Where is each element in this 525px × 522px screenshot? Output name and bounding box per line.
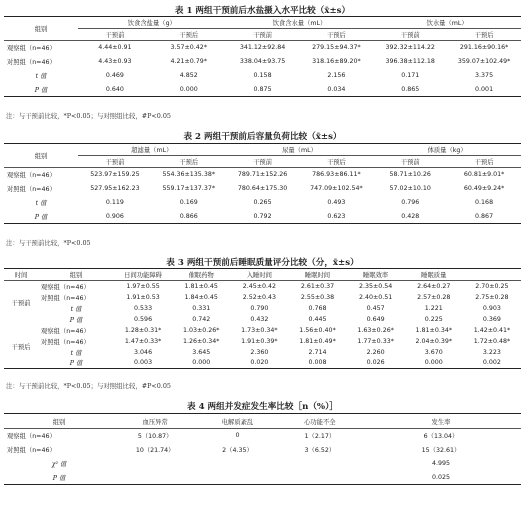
table2-subheader: 干预后: [179, 159, 199, 166]
table3-header: 睡眠时间: [304, 272, 331, 279]
table-cell: 2.61±0.37: [300, 282, 335, 290]
table-cell: 0.640: [105, 85, 124, 93]
table-cell: 392.32±114.22: [385, 44, 435, 52]
table-cell: 1.81±0.45: [184, 282, 218, 290]
table-cell: 1.97±0.55: [126, 282, 160, 290]
table-cell: 0.903: [482, 304, 501, 312]
table-cell: 523.97±159.25: [90, 171, 140, 179]
table-cell: 1.56±0.40*: [299, 326, 336, 334]
table-cell: 279.15±94.37*: [312, 44, 361, 52]
table-cell: 2.55±0.38: [300, 293, 335, 301]
table3-time-before: 干预前: [11, 300, 31, 308]
row-label: 对照组（n=46）: [7, 59, 56, 66]
table1-subheader: 干预后: [179, 32, 199, 39]
table3-header: 入睡时间: [246, 272, 272, 279]
table-cell: 0.768: [308, 304, 327, 312]
table2-subheader: 干预前: [400, 159, 420, 166]
table-cell: 5（10.87）: [137, 433, 173, 441]
table-cell: 10（21.74）: [135, 447, 175, 454]
table-cell: 0.020: [250, 359, 269, 367]
row-label: 对照组（n=46）: [41, 294, 90, 302]
table-cell: 0.428: [401, 212, 420, 220]
table-row: [4, 83, 521, 97]
table-cell: 2.64±0.27: [417, 282, 451, 290]
table-cell: 0.171: [401, 72, 420, 79]
row-label: P 值: [34, 86, 48, 94]
table-cell: 0.469: [105, 72, 124, 79]
table1-subheader: 干预后: [474, 32, 494, 39]
table-cell: 2.156: [327, 72, 346, 79]
row-label: P 值: [34, 213, 48, 221]
table-cell: 0.003: [134, 359, 153, 367]
table-cell: 0.025: [431, 473, 451, 481]
table-row: [4, 358, 521, 369]
table-cell: 0.119: [105, 199, 124, 206]
table-cell: 0.796: [401, 199, 420, 206]
table3-note: 注：与干预前比较，*P<0.05；与对照组比较，#P<0.05: [6, 382, 171, 390]
row-label: 观察组（n=46）: [7, 45, 56, 53]
table-cell: 1.221: [424, 304, 443, 312]
row-label: P 值: [52, 474, 66, 482]
table-cell: 2（4.35）: [222, 447, 253, 454]
table-cell: 58.71±10.26: [389, 171, 431, 179]
table-cell: 0: [235, 432, 240, 440]
table-cell: 747.09±102.54*: [310, 185, 363, 192]
table-cell: [279, 457, 361, 471]
table2-colgroup-urine: 尿量（mL）: [226, 144, 374, 156]
table-cell: 1.77±0.33*: [357, 337, 394, 345]
table-cell: 1.91±0.53: [126, 293, 160, 301]
table-cell: [114, 471, 196, 485]
table-row: [4, 429, 521, 443]
table4-header: 血压异常: [142, 418, 168, 426]
table-cell: 0.445: [308, 315, 327, 323]
table-cell: 1.63±0.26*: [357, 326, 394, 334]
table4-title: 表 4 两组并发症发生率比较［n（%）］: [187, 402, 338, 412]
table-cell: 2.714: [308, 348, 327, 356]
table-cell: 0.866: [179, 212, 198, 220]
table-cell: 2.52±0.43: [242, 293, 277, 301]
table-cell: 2.75±0.28: [475, 293, 509, 301]
table-cell: 1.81±0.49*: [299, 337, 336, 345]
table2-subheader: 干预前: [105, 159, 125, 166]
table-row: [4, 196, 521, 210]
table-cell: 0.169: [179, 199, 198, 206]
table3-header-time: 时间: [14, 272, 28, 279]
table-row: [4, 182, 521, 196]
table4-header-group: 组别: [52, 418, 66, 426]
table-cell: 0.225: [424, 315, 443, 323]
table-cell: 2.360: [250, 348, 269, 356]
table-cell: 0.865: [401, 85, 420, 93]
row-label: t 值: [35, 73, 47, 80]
table-cell: 318.16±89.20*: [312, 58, 361, 65]
table-row: [4, 281, 521, 292]
table4-header: 电解质紊乱: [221, 418, 254, 426]
table-cell: 359.07±102.49*: [457, 58, 511, 65]
table-cell: [114, 457, 196, 471]
table-cell: 0.790: [250, 304, 269, 312]
table-cell: 0.002: [482, 359, 501, 367]
row-label: 对照组（n=46）: [7, 447, 56, 454]
table1-group-header: 组别: [4, 17, 78, 41]
table-cell: 0.331: [192, 304, 211, 312]
table-cell: [196, 457, 278, 471]
row-label: t 值: [70, 349, 82, 357]
table-cell: 3.046: [134, 348, 153, 356]
table2-colgroup-weight: 体质量（kg）: [373, 144, 521, 156]
table-row: [4, 347, 521, 358]
table1-colgroup-food-water: 饮食含水量（mL）: [226, 17, 374, 29]
table-cell: 0.000: [179, 85, 198, 93]
table1-colgroup-drink: 饮水量（mL）: [373, 17, 521, 29]
table3-header: 日间功能障碍: [124, 272, 162, 279]
table-cell: 4.852: [179, 72, 198, 79]
table-cell: 0.906: [105, 212, 124, 220]
table-cell: 60.81±9.01*: [463, 171, 505, 179]
table-cell: 4.995: [431, 460, 451, 467]
table-row: [4, 336, 521, 347]
table-cell: 2.70±0.25: [475, 282, 509, 290]
table-cell: 1.84±0.45: [184, 293, 218, 301]
table2: [4, 143, 521, 224]
table1: [4, 16, 521, 97]
table-cell: 60.49±9.24*: [463, 185, 505, 192]
table-cell: 0.026: [366, 359, 385, 367]
table-cell: 0.867: [475, 212, 494, 220]
table-cell: 780.64±175.30: [237, 185, 288, 192]
row-label: 观察组（n=46）: [7, 172, 56, 180]
table2-note: 注：与干预前比较，*P<0.05: [6, 239, 91, 247]
table-cell: 1（2.17）: [304, 433, 336, 441]
table4-header: 发生率: [431, 418, 451, 426]
table-cell: 0.001: [475, 85, 494, 93]
table-cell: 1.26±0.34*: [182, 337, 220, 345]
table-row: [4, 69, 521, 83]
table-cell: 6（13.04）: [423, 433, 459, 441]
table-row: [4, 41, 521, 55]
row-label: P 值: [69, 316, 83, 324]
table4: [4, 413, 521, 485]
row-label: 观察组（n=46）: [41, 283, 90, 291]
table-cell: 4.43±0.93: [98, 58, 132, 65]
table-cell: 0.432: [250, 315, 269, 323]
table-row: [4, 314, 521, 325]
table-cell: 0.742: [192, 315, 211, 323]
row-label: 观察组（n=46）: [41, 327, 90, 335]
table1-subheader: 干预后: [326, 32, 346, 39]
table-row: [4, 55, 521, 69]
table-cell: 0.533: [134, 304, 153, 312]
table-row: [4, 210, 521, 224]
row-label: 对照组（n=46）: [7, 186, 56, 193]
table-cell: 2.57±0.28: [417, 293, 451, 301]
table-cell: 0.457: [366, 304, 385, 312]
table-cell: 396.38±112.18: [385, 58, 435, 65]
table2-subheader: 干预后: [326, 159, 346, 166]
table1-note: 注：与干预前比较，*P<0.05；与对照组比较，#P<0.05: [6, 112, 171, 120]
table-cell: 1.28±0.31*: [124, 326, 162, 334]
table-cell: 0.168: [475, 199, 494, 206]
table-cell: 341.12±92.84: [239, 44, 286, 52]
table-cell: 3（6.52）: [304, 447, 336, 454]
table-cell: 1.47±0.33*: [124, 337, 162, 345]
table3-time-after: 干预后: [4, 325, 38, 369]
row-label: t 值: [70, 305, 82, 313]
table-cell: 1.91±0.39*: [241, 337, 278, 345]
table-cell: 2.04±0.39*: [415, 337, 452, 345]
table-cell: 2.35±0.54: [358, 282, 393, 290]
table-cell: 554.36±135.38*: [162, 171, 215, 179]
table-cell: 0.158: [253, 72, 272, 79]
table-cell: 3.57±0.42*: [170, 44, 207, 52]
table2-colgroup-ultrafiltration: 超滤量（mL）: [78, 144, 226, 156]
table2-subheader: 干预前: [253, 159, 273, 166]
table-row: [4, 325, 521, 336]
table-cell: 1.72±0.48*: [473, 337, 511, 345]
table-cell: 0.792: [253, 212, 272, 220]
table-cell: 4.21±0.79*: [170, 58, 207, 65]
table1-title: 表 1 两组干预前后水盐摄入水平比较（x̄±s）: [174, 6, 351, 16]
table-cell: 0.623: [327, 212, 346, 220]
table-cell: 0.000: [424, 359, 443, 367]
table1-subheader: 干预前: [400, 32, 420, 39]
table-row: [4, 303, 521, 314]
table-cell: 2.260: [366, 348, 385, 356]
table3-header: 睡眠质量: [421, 272, 447, 279]
row-label: 观察组（n=46）: [7, 433, 56, 441]
table-cell: 291.16±90.16*: [459, 44, 509, 52]
table-cell: 0.493: [327, 199, 346, 206]
table-cell: 559.17±137.37*: [162, 185, 215, 192]
table-cell: 0.649: [366, 315, 385, 323]
table-row: [4, 471, 521, 485]
table-row: [4, 292, 521, 303]
table-cell: 789.71±152.26: [237, 171, 288, 179]
table-row: [4, 457, 521, 471]
table-cell: 4.44±0.91: [98, 44, 132, 52]
row-label: 对照组（n=46）: [41, 338, 90, 346]
table-cell: 338.04±93.75: [239, 58, 286, 65]
table1-subheader: 干预前: [253, 32, 273, 39]
row-label: χ² 值: [51, 461, 67, 468]
table-cell: 527.95±162.23: [90, 185, 140, 192]
table-cell: 3.645: [192, 348, 211, 356]
row-label: t 值: [35, 200, 47, 207]
table-cell: 3.375: [475, 72, 494, 79]
table-cell: 0.875: [253, 85, 272, 93]
table3: [4, 268, 521, 369]
table1-colgroup-salt: 饮食含盐量（g）: [78, 17, 226, 29]
table-cell: 2.45±0.42: [242, 282, 277, 290]
table-cell: [279, 471, 361, 485]
table-cell: 15（32.61）: [421, 447, 461, 454]
row-label: P 值: [69, 360, 83, 368]
table-cell: [196, 471, 278, 485]
table4-header: 心功能不全: [304, 418, 336, 426]
table-cell: 0.265: [253, 199, 272, 206]
table3-title: 表 3 两组干预前后睡眠质量评分比较（分，x̄±s）: [166, 258, 359, 268]
table-cell: 0.369: [482, 315, 501, 323]
table-cell: 2.40±0.51: [358, 293, 393, 301]
table-cell: 1.03±0.26*: [182, 326, 220, 334]
table1-subheader: 干预前: [105, 32, 125, 39]
table-cell: 3.670: [424, 348, 443, 356]
table-cell: 1.81±0.34*: [415, 326, 452, 334]
table2-title: 表 2 两组干预前后容量负荷比较（x̄±s）: [183, 132, 342, 142]
table-cell: 1.42±0.41*: [473, 326, 511, 334]
table-cell: 786.93±86.11*: [312, 171, 361, 179]
table-cell: 0.034: [327, 85, 346, 93]
table-cell: 0.000: [192, 359, 211, 367]
table-cell: 0.596: [134, 315, 153, 323]
table-cell: 0.008: [308, 359, 327, 367]
table-cell: 57.02±10.10: [389, 185, 431, 192]
table-row: [4, 443, 521, 457]
table-row: [4, 168, 521, 182]
table2-group-header: 组别: [4, 144, 78, 168]
table2-subheader: 干预后: [474, 159, 494, 166]
table-cell: 3.223: [482, 348, 501, 356]
table3-header-group: 组别: [69, 272, 83, 279]
table3-header: 睡眠效率: [363, 272, 389, 279]
table3-header: 催眠药物: [188, 272, 214, 279]
table-cell: 1.73±0.34*: [241, 326, 278, 334]
